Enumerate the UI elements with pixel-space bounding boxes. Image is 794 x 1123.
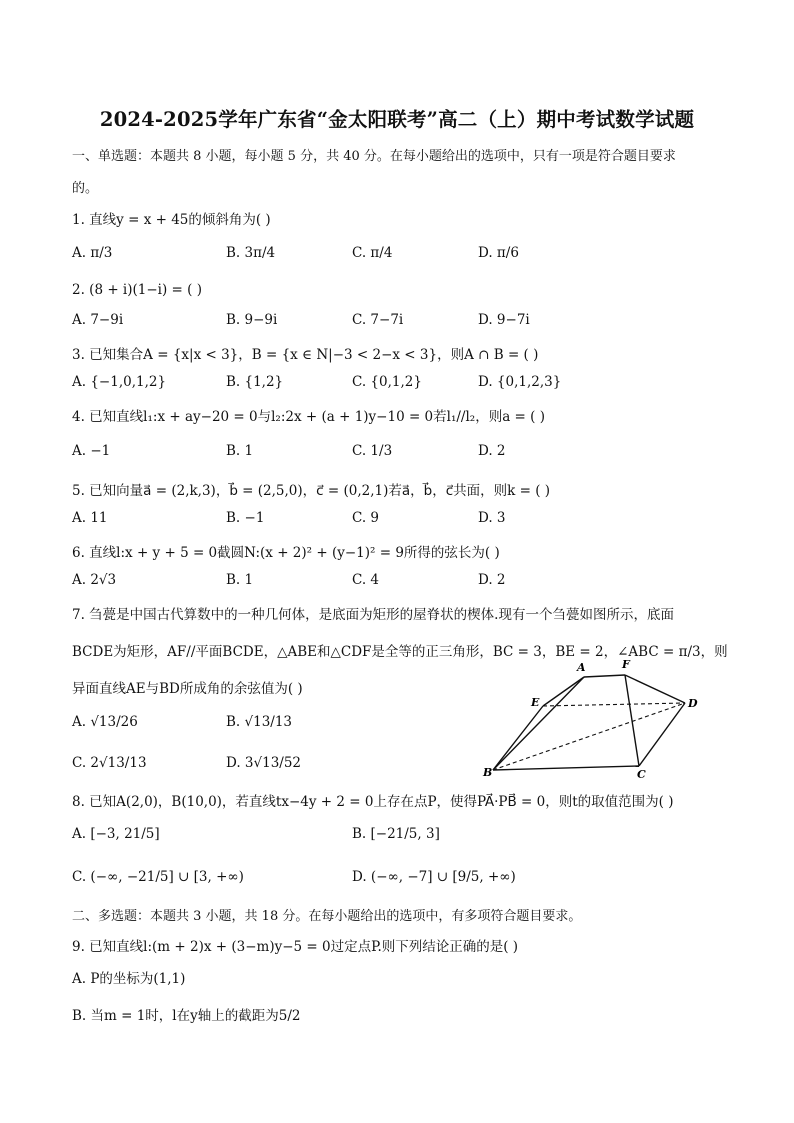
vertex-label-c: C: [637, 768, 646, 781]
question-7-stem-line2: BCDE为矩形，AF//平面BCDE，△ABE和△CDF是全等的正三角形，BC = 3，BE = 2，∠ABC = π/3，则: [72, 644, 728, 660]
question-5-option-b: B. −1: [226, 510, 265, 526]
question-2-option-a: A. 7−9i: [72, 312, 124, 328]
question-3-option-a: A. {−1,0,1,2}: [72, 374, 167, 390]
question-9-stem: 9. 已知直线l:(m + 2)x + (3−m)y−5 = 0过定点P.则下列结论正确的是( ): [72, 939, 519, 955]
edge-bc: [493, 766, 639, 770]
question-1-option-d: D. π/6: [478, 245, 519, 261]
question-7-option-d: D. 3√13/52: [226, 755, 302, 771]
question-7-stem-line3: 异面直线AE与BD所成角的余弦值为( ): [72, 681, 303, 697]
question-1-option-c: C. π/4: [352, 245, 393, 261]
question-3-option-b: B. {1,2}: [226, 374, 284, 390]
wedge-solid-figure: [478, 656, 714, 782]
question-4-option-b: B. 1: [226, 443, 254, 459]
edge-fd: [625, 675, 685, 703]
edge-cd: [639, 703, 685, 766]
vertex-label-d: D: [688, 697, 698, 710]
question-4-stem: 4. 已知直线l₁:x + ay−20 = 0与l₂:2x + (a + 1)y−10 = 0若l₁//l₂，则a = ( ): [72, 409, 545, 425]
question-1-option-b: B. 3π/4: [226, 245, 276, 261]
section1-heading-line1: 一、单选题：本题共 8 小题，每小题 5 分，共 40 分。在每小题给出的选项中，只有一项是符合题目要求: [72, 149, 676, 164]
wedge-solid-diagram: [478, 656, 714, 782]
question-8-option-a: A. [−3, 21/5]: [72, 826, 160, 842]
question-8-option-b: B. [−21/5, 3]: [352, 826, 440, 842]
question-5-option-a: A. 11: [72, 510, 108, 526]
edge-ab: [493, 677, 584, 770]
question-8-option-c: C. (−∞, −21/5] ∪ [3, +∞): [72, 869, 244, 885]
vertex-label-a: A: [577, 661, 586, 674]
question-2-option-b: B. 9−9i: [226, 312, 278, 328]
section1-heading-line2: 的。: [72, 181, 99, 196]
question-2-stem: 2. (8 + i)(1−i) = ( ): [72, 282, 202, 298]
question-1-stem: 1. 直线y = x + 45的倾斜角为( ): [72, 212, 271, 228]
question-3-option-c: C. {0,1,2}: [352, 374, 422, 390]
question-1-option-a: A. π/3: [72, 245, 113, 261]
edge-af: [584, 675, 625, 677]
vertex-label-b: B: [483, 766, 493, 779]
question-4-option-d: D. 2: [478, 443, 506, 459]
question-7-option-c: C. 2√13/13: [72, 755, 147, 771]
question-6-option-b: B. 1: [226, 572, 254, 588]
section2-heading: 二、多选题：本题共 3 小题，共 18 分。在每小题给出的选项中，有多项符合题目要求。: [72, 909, 582, 924]
question-9-option-b: B. 当m = 1时，l在y轴上的截距为5/2: [72, 1008, 301, 1024]
edge-ed-hidden: [543, 703, 685, 706]
vertex-label-e: E: [531, 696, 540, 709]
question-6-option-c: C. 4: [352, 572, 380, 588]
question-6-stem: 6. 直线l:x + y + 5 = 0截圆N:(x + 2)² + (y−1)² = 9所得的弦长为( ): [72, 545, 500, 561]
question-2-option-d: D. 9−7i: [478, 312, 530, 328]
question-5-stem: 5. 已知向量a⃗ = (2,k,3)，b⃗ = (2,5,0)，c⃗ = (0,2,1)若a⃗，b⃗，c⃗共面，则k = ( ): [72, 483, 551, 499]
question-2-option-c: C. 7−7i: [352, 312, 404, 328]
question-3-stem: 3. 已知集合A = {x|x < 3}，B = {x ∈ N|−3 < 2−x < 3}，则A ∩ B = ( ): [72, 347, 539, 363]
question-8-stem: 8. 已知A(2,0)，B(10,0)，若直线tx−4y + 2 = 0上存在点P，使得PA⃗·PB⃗ = 0，则t的取值范围为( ): [72, 794, 674, 810]
question-6-option-a: A. 2√3: [72, 572, 117, 588]
vertex-label-f: F: [622, 658, 630, 671]
page-title: 2024-2025学年广东省“金太阳联考”高二（上）期中考试数学试题: [99, 108, 695, 131]
question-7-option-a: A. √13/26: [72, 714, 138, 730]
question-7-stem-line1: 7. 刍甍是中国古代算数中的一种几何体，是底面为矩形的屋脊状的楔体.现有一个刍甍如图所示，底面: [72, 607, 674, 623]
edge-eb: [493, 706, 543, 770]
question-8-option-d: D. (−∞, −7] ∪ [9/5, +∞): [352, 869, 516, 885]
question-6-option-d: D. 2: [478, 572, 506, 588]
question-4-option-c: C. 1/3: [352, 443, 393, 459]
edge-bd-hidden: [493, 703, 685, 770]
edge-fc: [625, 675, 639, 766]
edge-ae: [543, 677, 584, 706]
question-5-option-c: C. 9: [352, 510, 380, 526]
question-3-option-d: D. {0,1,2,3}: [478, 374, 562, 390]
question-7-option-b: B. √13/13: [226, 714, 293, 730]
question-5-option-d: D. 3: [478, 510, 506, 526]
question-4-option-a: A. −1: [72, 443, 111, 459]
question-9-option-a: A. P的坐标为(1,1): [72, 971, 186, 987]
